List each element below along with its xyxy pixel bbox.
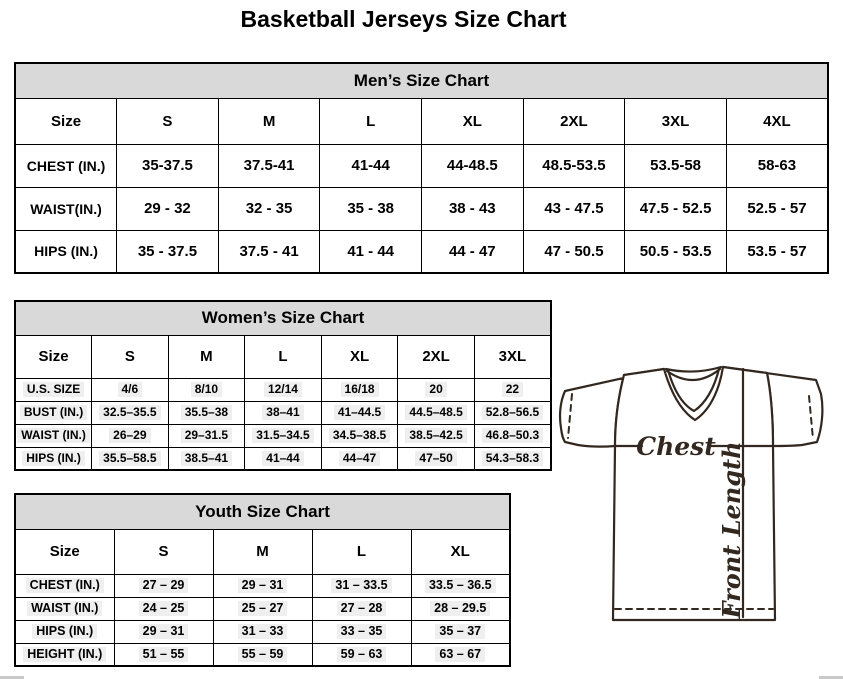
- table-row: [15, 643, 510, 666]
- cell: 35.5–38: [168, 401, 245, 424]
- column-header: M: [213, 529, 312, 574]
- column-header: XL: [321, 335, 398, 378]
- cell: 16/18: [321, 378, 398, 401]
- cell: 4/6: [92, 378, 169, 401]
- column-header: M: [218, 98, 320, 144]
- mens-table-body: [15, 144, 828, 273]
- cell: 24 – 25: [114, 597, 213, 620]
- row-header: CHEST (IN.): [15, 574, 114, 597]
- column-header: XL: [422, 98, 524, 144]
- cell: 52.5 - 57: [726, 187, 828, 230]
- row-header: HIPS (IN.): [15, 230, 117, 273]
- womens-table-body: [15, 378, 551, 470]
- youth-table-body: [15, 574, 510, 666]
- cell: 31 – 33: [213, 620, 312, 643]
- cell: 31.5–34.5: [245, 424, 322, 447]
- cell: 53.5-58: [625, 144, 727, 187]
- column-header: 4XL: [726, 98, 828, 144]
- table-row: [15, 447, 551, 470]
- column-header: S: [114, 529, 213, 574]
- cell: 47.5 - 52.5: [625, 187, 727, 230]
- cell: 35 - 37.5: [117, 230, 219, 273]
- row-header: HEIGHT (IN.): [15, 643, 114, 666]
- row-header: HIPS (IN.): [15, 620, 114, 643]
- row-header: U.S. SIZE: [15, 378, 92, 401]
- row-header: CHEST (IN.): [15, 144, 117, 187]
- cell: 50.5 - 53.5: [625, 230, 727, 273]
- cell: 38 - 43: [422, 187, 524, 230]
- column-header: S: [117, 98, 219, 144]
- mens-chart-title-row: [15, 63, 828, 98]
- cell: 27 – 28: [312, 597, 411, 620]
- cell: 8/10: [168, 378, 245, 401]
- column-header: 2XL: [398, 335, 475, 378]
- table-row: [15, 620, 510, 643]
- cell: 38.5–42.5: [398, 424, 475, 447]
- cell: 52.8–56.5: [474, 401, 551, 424]
- table-row: [15, 378, 551, 401]
- cell: 58-63: [726, 144, 828, 187]
- column-header: 3XL: [625, 98, 727, 144]
- cell: 41–44: [245, 447, 322, 470]
- mens-header-row: [15, 98, 828, 144]
- cell: 26–29: [92, 424, 169, 447]
- column-header: L: [312, 529, 411, 574]
- cell: 31 – 33.5: [312, 574, 411, 597]
- youth-header-row: [15, 529, 510, 574]
- cell: 46.8–50.3: [474, 424, 551, 447]
- column-header: Size: [15, 529, 114, 574]
- cell: 51 – 55: [114, 643, 213, 666]
- cell: 48.5-53.5: [523, 144, 625, 187]
- cell: 29–31.5: [168, 424, 245, 447]
- youth-size-table: [14, 493, 511, 667]
- row-header: WAIST (IN.): [15, 597, 114, 620]
- cell: 38.5–41: [168, 447, 245, 470]
- table-row: [15, 424, 551, 447]
- cell: 44–47: [321, 447, 398, 470]
- table-row: [15, 401, 551, 424]
- cell: 20: [398, 378, 475, 401]
- row-header: WAIST(IN.): [15, 187, 117, 230]
- cell: 33.5 – 36.5: [411, 574, 510, 597]
- cell: 55 – 59: [213, 643, 312, 666]
- cell: 41-44: [320, 144, 422, 187]
- jersey-diagram: [556, 358, 843, 630]
- jersey-body: [613, 367, 775, 620]
- womens-size-table: [14, 300, 552, 471]
- row-header: WAIST (IN.): [15, 424, 92, 447]
- cell: 41 - 44: [320, 230, 422, 273]
- cell: 63 – 67: [411, 643, 510, 666]
- cell: 44.5–48.5: [398, 401, 475, 424]
- cell: 29 – 31: [213, 574, 312, 597]
- cell: 59 – 63: [312, 643, 411, 666]
- front-length-measure-label: Front Length: [717, 441, 746, 619]
- column-header: 3XL: [474, 335, 551, 378]
- cell: 34.5–38.5: [321, 424, 398, 447]
- cell: 44 - 47: [422, 230, 524, 273]
- mens-size-table: [14, 62, 829, 274]
- cell: 32.5–35.5: [92, 401, 169, 424]
- column-header: Size: [15, 98, 117, 144]
- table-row: [15, 574, 510, 597]
- cell: 53.5 - 57: [726, 230, 828, 273]
- mens-chart-title: Men’s Size Chart: [15, 63, 828, 98]
- cell: 27 – 29: [114, 574, 213, 597]
- cell: 33 – 35: [312, 620, 411, 643]
- cell: 22: [474, 378, 551, 401]
- cell: 41–44.5: [321, 401, 398, 424]
- youth-chart-title: Youth Size Chart: [15, 494, 510, 529]
- column-header: Size: [15, 335, 92, 378]
- cell: 44-48.5: [422, 144, 524, 187]
- cell: 28 – 29.5: [411, 597, 510, 620]
- cell: 37.5 - 41: [218, 230, 320, 273]
- collar-top-line: [666, 367, 721, 372]
- cell: 35 - 38: [320, 187, 422, 230]
- youth-chart-title-row: [15, 494, 510, 529]
- column-header: M: [168, 335, 245, 378]
- column-header: S: [92, 335, 169, 378]
- womens-header-row: [15, 335, 551, 378]
- row-header: BUST (IN.): [15, 401, 92, 424]
- table-row: [15, 230, 828, 273]
- cell: 47 - 50.5: [523, 230, 625, 273]
- cell: 37.5-41: [218, 144, 320, 187]
- column-header: XL: [411, 529, 510, 574]
- cell: 47–50: [398, 447, 475, 470]
- table-row: [15, 597, 510, 620]
- cell: 29 - 32: [117, 187, 219, 230]
- womens-chart-title: Women’s Size Chart: [15, 301, 551, 335]
- table-row: [15, 144, 828, 187]
- column-header: L: [320, 98, 422, 144]
- cell: 54.3–58.3: [474, 447, 551, 470]
- page-title: Basketball Jerseys Size Chart: [240, 6, 567, 32]
- cell: 43 - 47.5: [523, 187, 625, 230]
- cell: 29 – 31: [114, 620, 213, 643]
- cell: 35-37.5: [117, 144, 219, 187]
- chest-measure-label: Chest: [636, 432, 716, 461]
- cell: 12/14: [245, 378, 322, 401]
- cell: 32 - 35: [218, 187, 320, 230]
- column-header: L: [245, 335, 322, 378]
- womens-chart-title-row: [15, 301, 551, 335]
- cell: 38–41: [245, 401, 322, 424]
- table-row: [15, 187, 828, 230]
- cell: 35.5–58.5: [92, 447, 169, 470]
- cell: 35 – 37: [411, 620, 510, 643]
- cell: 25 – 27: [213, 597, 312, 620]
- row-header: HIPS (IN.): [15, 447, 92, 470]
- column-header: 2XL: [523, 98, 625, 144]
